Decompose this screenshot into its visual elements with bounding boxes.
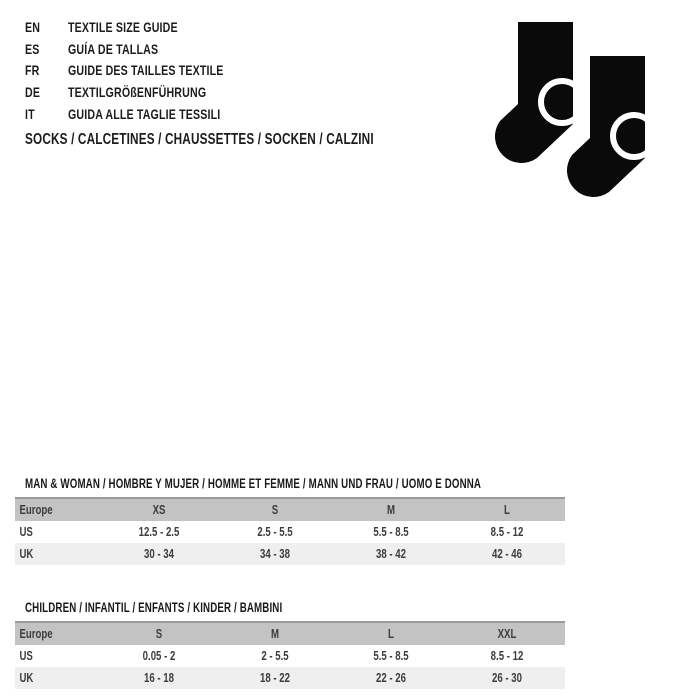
guide-title-it: GUIDA ALLE TAGLIE TESSILI [68, 106, 221, 123]
table-title-man-woman: MAN & WOMAN / HOMBRE Y MUJER / HOMME ET FEMME / MANN UND FRAU / UOMO E DONNA [25, 476, 482, 491]
table-title-children: CHILDREN / INFANTIL / ENFANTS / KINDER / BAMBINI [25, 600, 283, 615]
table-section-children [15, 601, 565, 689]
category-line: SOCKS / CALCETINES / CHAUSSETTES / SOCKEN / CALZINI [25, 131, 374, 148]
column-header-xxl: XXL [497, 626, 517, 641]
language-title-list [25, 16, 273, 125]
table-section-man-woman [15, 477, 565, 565]
size-cell: 0.05 - 2 [142, 648, 176, 663]
size-cell: 8.5 - 12 [490, 524, 524, 539]
column-header-m: M [386, 502, 396, 517]
guide-title-en: TEXTILE SIZE GUIDE [68, 18, 178, 35]
region-label: US [19, 524, 33, 539]
column-header-l: L [388, 626, 394, 641]
column-header-l: L [504, 502, 510, 517]
language-code: ES [25, 40, 40, 57]
column-header-xs: XS [152, 502, 166, 517]
size-cell: 26 - 30 [492, 670, 522, 685]
table-header-row [15, 621, 565, 645]
language-code: IT [25, 106, 35, 123]
size-cell: 42 - 46 [492, 546, 522, 561]
size-cell: 12.5 - 2.5 [138, 524, 180, 539]
column-header-s: S [155, 626, 163, 641]
sock-back [495, 22, 573, 163]
size-cell: 38 - 42 [376, 546, 406, 561]
size-cell: 8.5 - 12 [490, 648, 524, 663]
region-label: UK [19, 670, 34, 685]
size-table-children [15, 621, 565, 689]
size-cell: 2 - 5.5 [261, 648, 289, 663]
table-row-us [15, 645, 565, 667]
socks-icon [475, 12, 675, 212]
region-label: US [19, 648, 33, 663]
guide-title-fr: GUIDE DES TAILLES TEXTILE [68, 62, 224, 79]
size-cell: 5.5 - 8.5 [373, 648, 409, 663]
size-cell: 18 - 22 [260, 670, 290, 685]
size-cell: 30 - 34 [144, 546, 174, 561]
language-code: FR [25, 62, 40, 79]
table-row-us [15, 521, 565, 543]
size-cell: 22 - 26 [376, 670, 406, 685]
column-header-s: S [271, 502, 279, 517]
sock-front [567, 56, 645, 197]
language-code: EN [25, 18, 41, 35]
column-header-europe: Europe [19, 502, 53, 517]
size-cell: 16 - 18 [144, 670, 174, 685]
guide-title-es: GUÍA DE TALLAS [68, 40, 159, 57]
region-label: UK [19, 546, 34, 561]
table-row-uk [15, 543, 565, 565]
guide-title-de: TEXTILGRÖßENFÜHRUNG [68, 84, 207, 101]
language-row-en [25, 16, 273, 38]
table-header-row [15, 497, 565, 521]
language-row-it [25, 103, 273, 125]
size-cell: 5.5 - 8.5 [373, 524, 409, 539]
table-row-uk [15, 667, 565, 689]
size-cell: 2.5 - 5.5 [257, 524, 293, 539]
column-header-europe: Europe [19, 626, 53, 641]
language-row-fr [25, 60, 273, 82]
size-cell: 34 - 38 [260, 546, 290, 561]
language-row-es [25, 38, 273, 60]
column-header-m: M [270, 626, 280, 641]
size-table-man-woman [15, 497, 565, 565]
language-code: DE [25, 84, 41, 101]
language-row-de [25, 81, 273, 103]
